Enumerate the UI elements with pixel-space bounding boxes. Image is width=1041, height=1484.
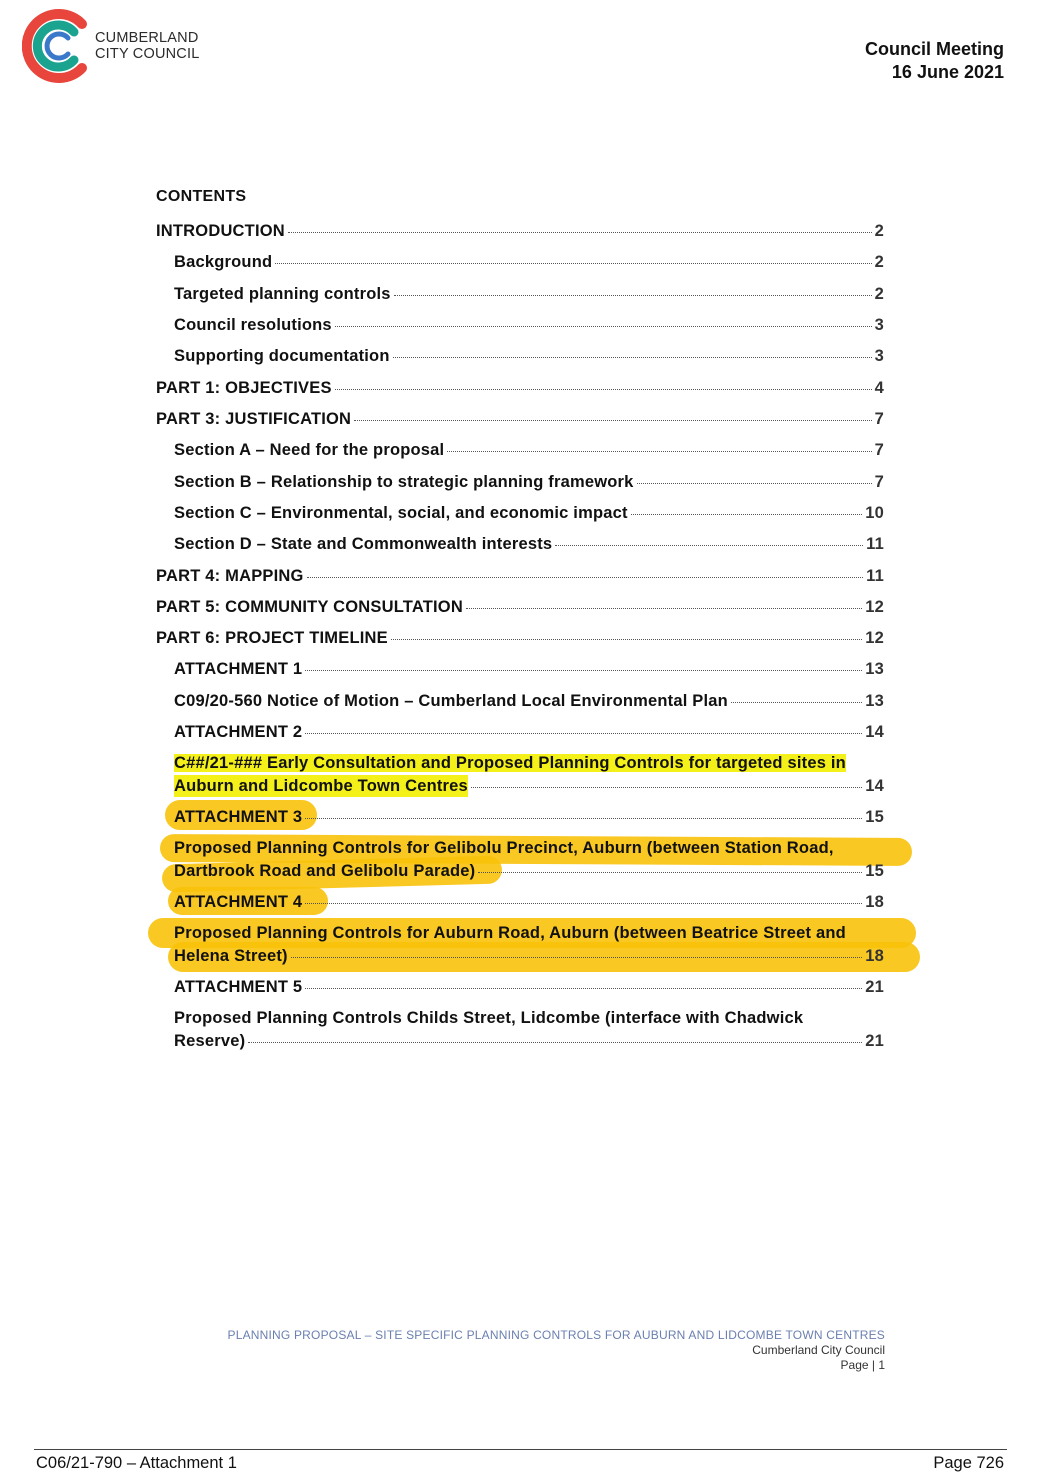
- attachment-reference: C06/21-790 – Attachment 1: [36, 1454, 237, 1472]
- document-footer: [228, 1328, 886, 1373]
- toc-entry-attachment-5[interactable]: ATTACHMENT 5 21: [174, 978, 884, 996]
- council-logo: [22, 6, 222, 86]
- toc-entry-background[interactable]: Background 2: [174, 253, 884, 271]
- toc-entry-part-6[interactable]: PART 6: PROJECT TIMELINE 12: [156, 629, 884, 647]
- meeting-header: [865, 38, 1004, 84]
- toc-entry-attachment-1[interactable]: ATTACHMENT 1 13: [174, 660, 884, 678]
- toc-entry-targeted-planning-controls[interactable]: Targeted planning controls 2: [174, 285, 884, 303]
- toc-entry-gelibolu-precinct[interactable]: Proposed Planning Controls for Gelibolu Precinct, Auburn (between Station Road, Dartbrook Road and Gelibolu Parade) 15: [174, 839, 884, 880]
- page-number: Page 726: [933, 1454, 1004, 1472]
- toc-entry-attachment-4[interactable]: ATTACHMENT 4 18: [174, 893, 884, 911]
- toc-entry-attachment-3[interactable]: ATTACHMENT 3 15: [174, 808, 884, 826]
- toc-entry-attachment-2[interactable]: ATTACHMENT 2 14: [174, 723, 884, 741]
- logo-line-1: CUMBERLAND: [95, 30, 199, 46]
- toc-entry-part-3[interactable]: PART 3: JUSTIFICATION 7: [156, 410, 884, 428]
- toc-entry-part-4[interactable]: PART 4: MAPPING 11: [156, 567, 884, 585]
- toc-entry-section-b[interactable]: Section B – Relationship to strategic planning framework 7: [174, 473, 884, 491]
- toc-entry-part-1[interactable]: PART 1: OBJECTIVES 4: [156, 379, 884, 397]
- toc-entry-notice-of-motion[interactable]: C09/20-560 Notice of Motion – Cumberland Local Environmental Plan 13: [174, 692, 884, 710]
- toc-entry-early-consultation[interactable]: C##/21-### Early Consultation and Proposed Planning Controls for targeted sites in Auburn and Lidcombe Town Centres 14: [174, 752, 884, 797]
- toc-entry-introduction[interactable]: INTRODUCTION 2: [156, 222, 884, 240]
- toc-entry-section-a[interactable]: Section A – Need for the proposal 7: [174, 441, 884, 459]
- meeting-date: 16 June 2021: [891, 62, 1004, 82]
- highlighted-text: C##/21-### Early Consultation and Proposed Planning Controls for targeted sites in: [174, 754, 846, 772]
- council-logo-icon: [22, 6, 92, 86]
- toc-entry-council-resolutions[interactable]: Council resolutions 3: [174, 316, 884, 334]
- footer-divider: [34, 1449, 1007, 1450]
- contents-heading: CONTENTS: [156, 188, 247, 205]
- meeting-title: Council Meeting: [865, 39, 1004, 59]
- toc-entry-section-c[interactable]: Section C – Environmental, social, and economic impact 10: [174, 504, 884, 522]
- toc-entry-supporting-documentation[interactable]: Supporting documentation 3: [174, 347, 884, 365]
- document-footer-page: Page | 1: [840, 1358, 885, 1372]
- council-logo-text: [95, 30, 199, 62]
- toc-entry-section-d[interactable]: Section D – State and Commonwealth interests 11: [174, 535, 884, 553]
- toc-entry-part-5[interactable]: PART 5: COMMUNITY CONSULTATION 12: [156, 598, 884, 616]
- document-footer-title: PLANNING PROPOSAL – SITE SPECIFIC PLANNING CONTROLS FOR AUBURN AND LIDCOMBE TOWN CENTRES: [227, 1328, 885, 1342]
- toc-entry-auburn-road[interactable]: Proposed Planning Controls for Auburn Road, Auburn (between Beatrice Street and Helena Street) 18: [174, 924, 884, 965]
- logo-line-2: CITY COUNCIL: [95, 46, 200, 62]
- toc-entry-childs-street[interactable]: Proposed Planning Controls Childs Street, Lidcombe (interface with Chadwick Reserve) 21: [174, 1009, 884, 1050]
- document-footer-org: Cumberland City Council: [752, 1343, 885, 1357]
